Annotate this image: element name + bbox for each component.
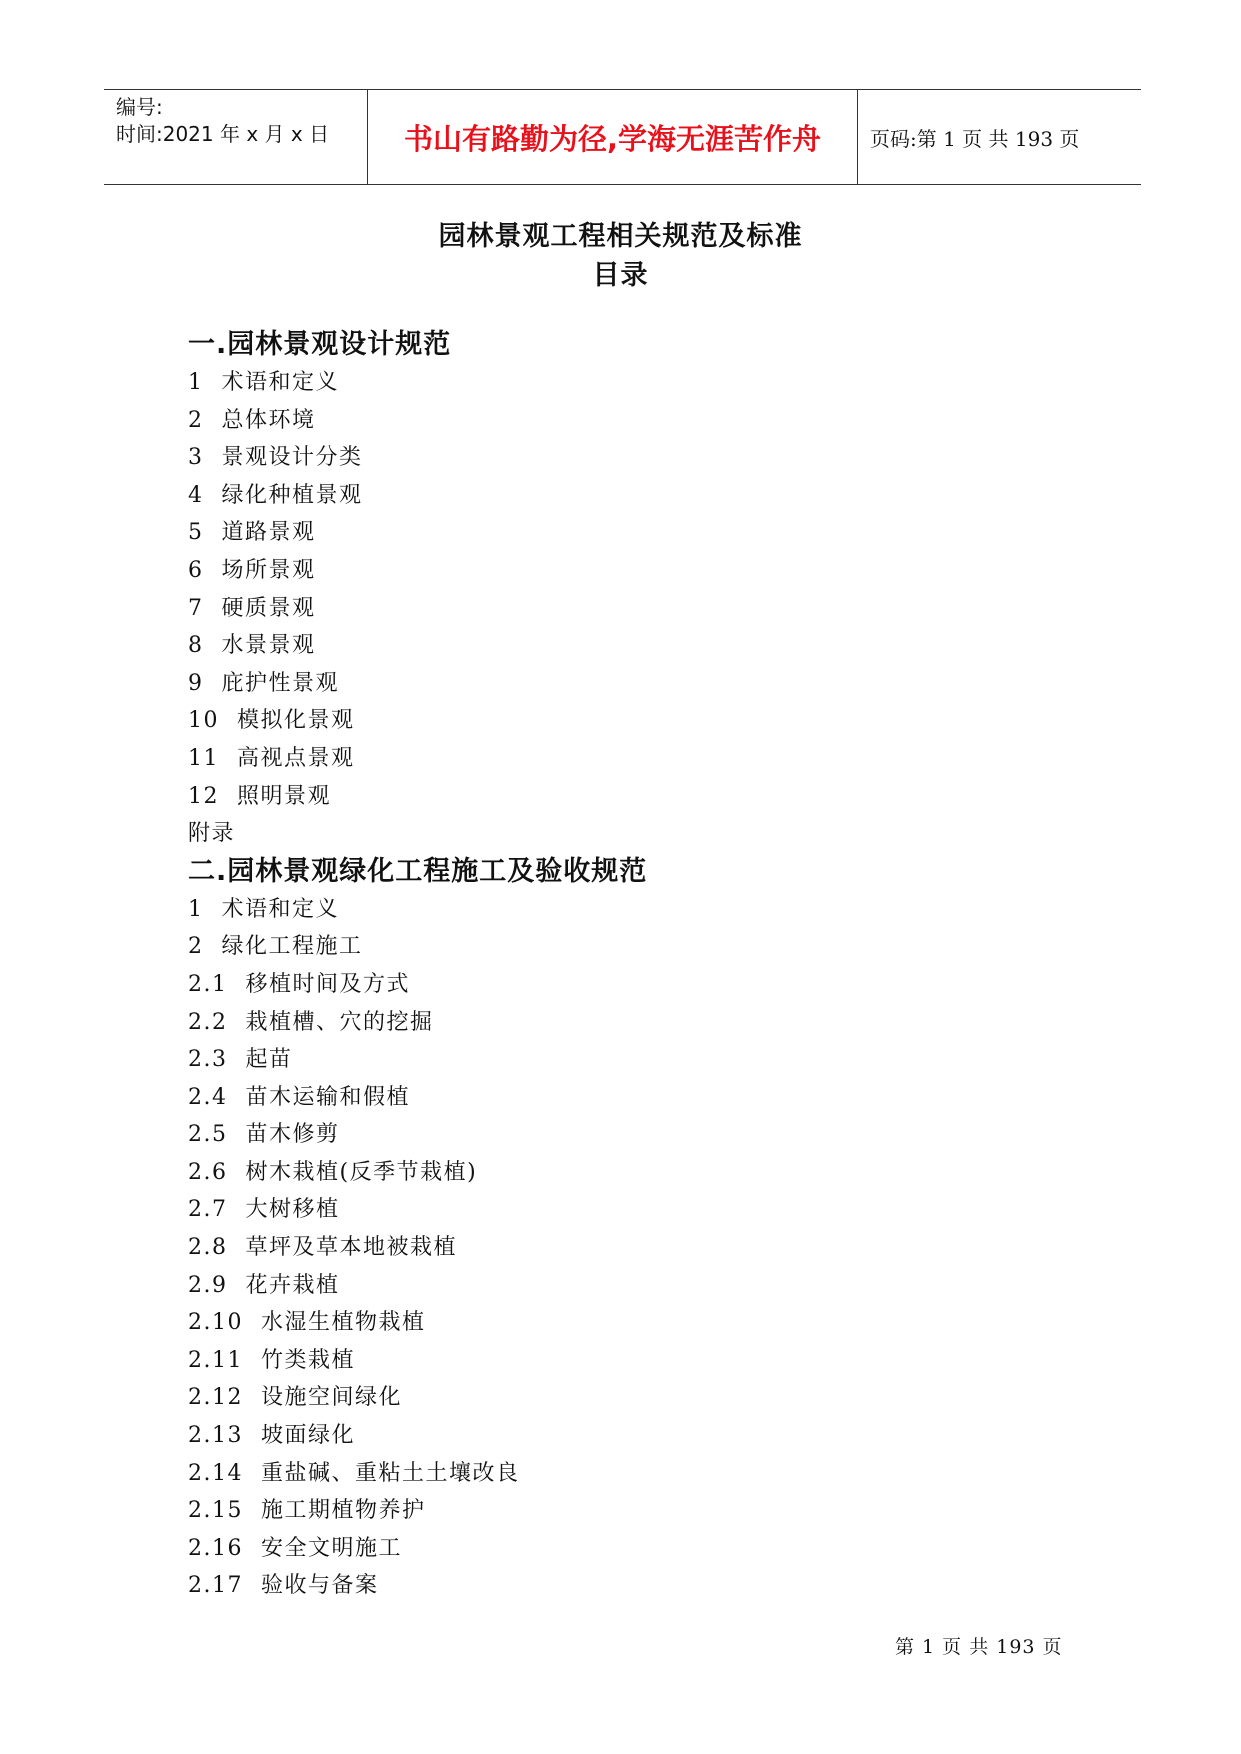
toc-entry-text: 总体环境 xyxy=(221,407,316,433)
toc-entry-text: 草坪及草本地被栽植 xyxy=(245,1235,458,1261)
header-page-label: 页码:第 1 页 共 193 页 xyxy=(870,126,1080,151)
toc-entry[interactable] xyxy=(188,1342,1088,1380)
toc-entry[interactable] xyxy=(188,477,1088,515)
toc-entry-text: 起苗 xyxy=(245,1047,293,1073)
document-title: 园林景观工程相关规范及标准 xyxy=(438,221,803,252)
toc-entry-number: 2 xyxy=(188,934,204,960)
toc-entry[interactable] xyxy=(188,928,1088,966)
toc-entry-number: 2.11 xyxy=(188,1347,243,1373)
toc-entry-number: 1 xyxy=(188,896,204,922)
motto: 书山有路勤为径,学海无涯苦作舟 xyxy=(368,90,858,184)
toc-entry[interactable] xyxy=(188,778,1088,816)
toc-entry-text: 施工期植物养护 xyxy=(260,1498,426,1524)
date-label: 时间:2021 年 x 月 x 日 xyxy=(116,122,330,146)
toc-entry[interactable] xyxy=(188,402,1088,440)
toc-entry-number: 2.10 xyxy=(188,1310,243,1336)
toc-entry[interactable] xyxy=(188,702,1088,740)
toc-entry-text: 设施空间绿化 xyxy=(260,1385,402,1411)
toc-entry[interactable] xyxy=(188,627,1088,665)
toc-entry-text: 重盐碱、重粘土土壤改良 xyxy=(260,1460,520,1486)
table-of-contents xyxy=(188,326,1088,1605)
toc-entry-number: 2.7 xyxy=(188,1197,228,1223)
toc-entry-number: 2.13 xyxy=(188,1423,243,1449)
toc-entry[interactable] xyxy=(188,1304,1088,1342)
toc-entry-number: 5 xyxy=(188,520,204,546)
document-header xyxy=(104,89,1141,185)
toc-entry-number: 2 xyxy=(188,407,204,433)
toc-entry-text: 水湿生植物栽植 xyxy=(260,1310,426,1336)
toc-entry-text: 道路景观 xyxy=(221,520,316,546)
number-label: 编号: xyxy=(116,95,163,119)
toc-entry-text: 术语和定义 xyxy=(221,370,340,395)
toc-entry-number: 2.16 xyxy=(188,1535,243,1561)
toc-entry-number: 11 xyxy=(188,745,219,771)
toc-entry-number: 8 xyxy=(188,633,204,659)
toc-entry-text: 场所景观 xyxy=(221,557,316,583)
section-heading: 一.园林景观设计规范 xyxy=(188,329,452,360)
toc-entry-number: 10 xyxy=(188,708,219,734)
toc-entry[interactable] xyxy=(188,1567,1088,1605)
header-meta xyxy=(104,90,368,184)
toc-entry-text: 模拟化景观 xyxy=(237,708,355,734)
toc-entry-text: 附录 xyxy=(188,821,236,847)
page-footer: 第 1 页 共 193 页 xyxy=(895,1636,1063,1658)
toc-entry[interactable] xyxy=(188,891,1088,929)
toc-entry[interactable] xyxy=(188,1229,1088,1267)
toc-entry-text: 栽植槽、穴的挖掘 xyxy=(245,1009,434,1035)
toc-entry[interactable] xyxy=(188,1041,1088,1079)
toc-entry-number: 2.5 xyxy=(188,1122,228,1148)
toc-entry[interactable] xyxy=(188,740,1088,778)
toc-entry[interactable] xyxy=(188,1455,1088,1493)
toc-entry[interactable] xyxy=(188,1191,1088,1229)
toc-entry-text: 安全文明施工 xyxy=(260,1535,402,1561)
toc-entry-text: 竹类栽植 xyxy=(260,1347,355,1373)
toc-entry-text: 苗木修剪 xyxy=(245,1122,340,1148)
toc-entry[interactable] xyxy=(188,552,1088,590)
toc-entry[interactable] xyxy=(188,1079,1088,1117)
toc-title: 目录 xyxy=(592,260,649,291)
toc-entry-number: 2.9 xyxy=(188,1272,228,1298)
toc-entry-number: 3 xyxy=(188,445,204,471)
toc-entry-number: 2.4 xyxy=(188,1084,228,1110)
toc-entry[interactable] xyxy=(188,1004,1088,1042)
toc-entry-number: 12 xyxy=(188,783,219,809)
toc-entry-number: 2.17 xyxy=(188,1573,243,1599)
toc-entry-number: 2.2 xyxy=(188,1009,228,1035)
toc-entry-number: 6 xyxy=(188,557,204,583)
toc-entry-number: 7 xyxy=(188,595,204,621)
toc-entry[interactable] xyxy=(188,1154,1088,1192)
toc-entry-text: 坡面绿化 xyxy=(260,1423,355,1449)
toc-entry-text: 水景景观 xyxy=(221,633,316,659)
toc-entry-text: 庇护性景观 xyxy=(221,670,340,696)
toc-entry-number: 9 xyxy=(188,670,204,696)
toc-entry-text: 花卉栽植 xyxy=(245,1272,340,1298)
toc-entry-number: 2.15 xyxy=(188,1498,243,1524)
toc-entry-number: 1 xyxy=(188,370,204,395)
toc-entry-number: 4 xyxy=(188,482,204,508)
toc-entry[interactable] xyxy=(188,1379,1088,1417)
toc-entry-text: 绿化工程施工 xyxy=(221,934,363,960)
toc-entry-text: 高视点景观 xyxy=(237,745,355,771)
toc-entry[interactable] xyxy=(188,1530,1088,1568)
toc-entry-text: 景观设计分类 xyxy=(221,445,363,471)
toc-entry[interactable] xyxy=(188,590,1088,628)
toc-entry-number: 2.12 xyxy=(188,1385,243,1411)
toc-entry-text: 大树移植 xyxy=(245,1197,340,1223)
toc-entry-text: 苗木运输和假植 xyxy=(245,1084,411,1110)
toc-entry-number: 2.6 xyxy=(188,1159,228,1185)
toc-entry-text: 绿化种植景观 xyxy=(221,482,363,508)
toc-entry-text: 术语和定义 xyxy=(221,896,340,922)
toc-entry[interactable] xyxy=(188,966,1088,1004)
toc-entry-text: 移植时间及方式 xyxy=(245,971,411,997)
toc-entry-number: 2.14 xyxy=(188,1460,243,1486)
toc-entry-number: 2.3 xyxy=(188,1047,228,1073)
toc-entry[interactable] xyxy=(188,439,1088,477)
toc-entry[interactable] xyxy=(188,665,1088,703)
toc-entry[interactable] xyxy=(188,1492,1088,1530)
section-heading: 二.园林景观绿化工程施工及验收规范 xyxy=(188,855,648,887)
toc-entry-text: 照明景观 xyxy=(237,783,332,809)
toc-entry-number: 2.8 xyxy=(188,1235,228,1261)
toc-entry[interactable] xyxy=(188,1267,1088,1305)
toc-entry[interactable] xyxy=(188,1116,1088,1154)
toc-entry-text: 树木栽植(反季节栽植) xyxy=(245,1159,478,1185)
toc-entry-text: 硬质景观 xyxy=(221,595,316,621)
toc-entry[interactable] xyxy=(188,1417,1088,1455)
toc-entry-number: 2.1 xyxy=(188,971,228,997)
toc-entry[interactable] xyxy=(188,514,1088,552)
toc-entry-text: 验收与备案 xyxy=(260,1573,379,1599)
toc-entry[interactable] xyxy=(188,815,1088,853)
toc-entry[interactable] xyxy=(188,364,1088,402)
